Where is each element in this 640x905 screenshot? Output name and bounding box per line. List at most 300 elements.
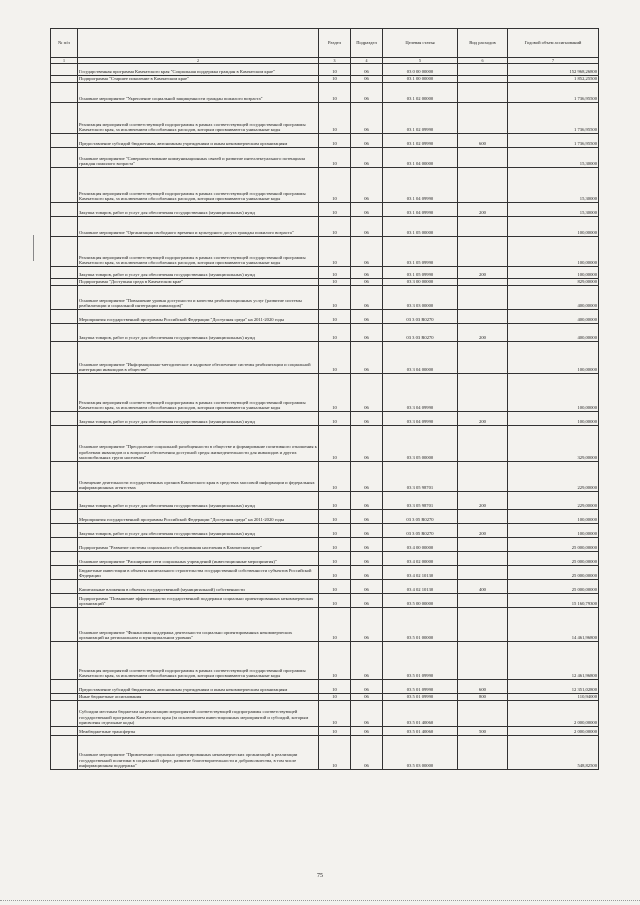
cell-amount: 15,30000 — [508, 148, 599, 168]
cell-name: Основное мероприятие "Привлечение социально ориентированных некоммерческих организаций к реализации государственной политики в социальной сфере, развитие благотворительности и добровольчества, в том числе информационная поддержка" — [78, 736, 319, 770]
cell-num — [51, 694, 78, 701]
cell-amount: 100,00000 — [508, 237, 599, 267]
cell-code: 03 4 00 00000 — [383, 538, 458, 552]
cell-num — [51, 426, 78, 462]
cell-code: 03 3 04 09990 — [383, 374, 458, 412]
cell-vid: 200 — [458, 203, 508, 217]
cell-code: 03 5 01 09990 — [383, 694, 458, 701]
cell-amount: 2 000,00000 — [508, 727, 599, 736]
cell-code: 03 1 04 09990 — [383, 168, 458, 203]
cell-name: Основное мероприятие "Финансовая поддержка деятельности социально ориентированных некоммерческих организаций на региональном и муниципальном уровнях" — [78, 608, 319, 642]
header-tselevaya: Целевая статья — [383, 29, 458, 58]
cell-razdel: 10 — [319, 203, 351, 217]
cell-podrazdel: 06 — [351, 727, 383, 736]
cell-name: Предоставление субсидий бюджетным, автономным учреждениям и иным некоммерческим организациям — [78, 134, 319, 148]
cell-name: Основное мероприятие "Укрепление социальной защищенности граждан пожилого возраста" — [78, 83, 319, 103]
cell-name: Освещение деятельности государственных органов Камчатского края в средствах массовой информации и федеральных информационных агентствах — [78, 462, 319, 492]
cell-num — [51, 566, 78, 580]
cell-amount: 100,00000 — [508, 342, 599, 374]
cell-vid — [458, 342, 508, 374]
table-row — [51, 701, 599, 727]
header-razdel: Раздел — [319, 29, 351, 58]
cell-podrazdel: 06 — [351, 83, 383, 103]
cell-amount: 14 461,96800 — [508, 608, 599, 642]
table-row — [51, 552, 599, 566]
cell-code: 03 1 00 00000 — [383, 76, 458, 83]
cell-vid — [458, 148, 508, 168]
cell-num — [51, 286, 78, 310]
cell-vid — [458, 279, 508, 286]
table-row — [51, 462, 599, 492]
cell-razdel: 10 — [319, 237, 351, 267]
cell-num — [51, 342, 78, 374]
cell-amount: 15,30000 — [508, 168, 599, 203]
cell-num — [51, 462, 78, 492]
cell-amount: 12 351,02800 — [508, 680, 599, 694]
cell-amount: 25 000,00000 — [508, 580, 599, 594]
cell-code: 03 5 03 00000 — [383, 736, 458, 770]
table-row — [51, 608, 599, 642]
header-name — [78, 29, 319, 58]
cell-podrazdel: 06 — [351, 566, 383, 580]
table-row — [51, 168, 599, 203]
cell-num — [51, 524, 78, 538]
cell-razdel: 10 — [319, 267, 351, 279]
cell-razdel: 10 — [319, 412, 351, 426]
table-row — [51, 76, 599, 83]
cell-code: 03 3 03 00000 — [383, 286, 458, 310]
cell-podrazdel: 06 — [351, 168, 383, 203]
cell-amount: 1 852,25500 — [508, 76, 599, 83]
cell-vid — [458, 83, 508, 103]
header-num: № п/п — [51, 29, 78, 58]
cell-num — [51, 538, 78, 552]
cell-num — [51, 594, 78, 608]
cell-name: Закупка товаров, работ и услуг для обеспечения государственных (муниципальных) нужд — [78, 492, 319, 510]
cell-amount: 100,00000 — [508, 412, 599, 426]
cell-num — [51, 76, 78, 83]
cell-razdel: 10 — [319, 134, 351, 148]
cell-amount: 229,00000 — [508, 462, 599, 492]
cell-vid — [458, 310, 508, 324]
table-row — [51, 374, 599, 412]
cell-name: Подпрограмма "Развитие системы социального обслуживания населения в Камчатском крае" — [78, 538, 319, 552]
cell-podrazdel: 06 — [351, 510, 383, 524]
cell-amount: 400,00000 — [508, 286, 599, 310]
cell-vid: 200 — [458, 324, 508, 342]
cell-name: Мероприятия государственной программы Российской Федерации "Доступная среда" на 2011-2020 годы — [78, 310, 319, 324]
cell-amount: 25 000,00000 — [508, 566, 599, 580]
table-row — [51, 267, 599, 279]
cell-vid — [458, 701, 508, 727]
cell-amount: 100,00000 — [508, 510, 599, 524]
cell-razdel: 10 — [319, 217, 351, 237]
margin-mark — [33, 235, 34, 261]
cell-name: Реализация мероприятий соответствующей подпрограммы в рамках соответствующей государственной программы Камчатского края, за исключением обособленных расходов, которым присваиваются уникальные коды — [78, 237, 319, 267]
cell-num — [51, 608, 78, 642]
cell-vid — [458, 76, 508, 83]
cell-code: 03 3 05 R0270 — [383, 524, 458, 538]
cell-amount: 15 160,79300 — [508, 594, 599, 608]
cell-name: Реализация мероприятий соответствующей подпрограммы в рамках соответствующей государственной программы Камчатского края, за исключением обособленных расходов, которым присваиваются уникальные коды — [78, 374, 319, 412]
cell-razdel: 10 — [319, 538, 351, 552]
cell-name: Капитальные вложения в объекты государственной (муниципальной) собственности — [78, 580, 319, 594]
cell-code: 03 3 03 R0270 — [383, 324, 458, 342]
cell-amount: 15,30000 — [508, 203, 599, 217]
cell-vid — [458, 510, 508, 524]
cell-code: 03 3 04 09990 — [383, 412, 458, 426]
cell-amount: 25 000,00000 — [508, 538, 599, 552]
cell-num — [51, 701, 78, 727]
cell-num — [51, 237, 78, 267]
cell-podrazdel: 06 — [351, 701, 383, 727]
column-index: 2 — [78, 58, 319, 64]
cell-amount: 12 461,96800 — [508, 642, 599, 680]
cell-vid — [458, 286, 508, 310]
table-row — [51, 310, 599, 324]
column-index: 7 — [508, 58, 599, 64]
cell-code: 03 4 02 00000 — [383, 552, 458, 566]
cell-name: Подпрограмма "Старшее поколение в Камчатском крае" — [78, 76, 319, 83]
cell-podrazdel: 06 — [351, 580, 383, 594]
cell-razdel: 10 — [319, 492, 351, 510]
cell-podrazdel: 06 — [351, 374, 383, 412]
cell-vid — [458, 552, 508, 566]
cell-amount: 110,94000 — [508, 694, 599, 701]
cell-name: Мероприятия государственной программы Российской Федерации "Доступная среда" на 2011-2020 годы — [78, 510, 319, 524]
column-index: 6 — [458, 58, 508, 64]
table-body — [51, 64, 599, 770]
cell-code: 03 3 05 98701 — [383, 492, 458, 510]
column-index: 3 — [319, 58, 351, 64]
cell-name: Основное мероприятие "Преодоление социальной разобщенности в обществе и формирование позитивного отношения к проблемам инвалидов и к вопросам обеспечения доступной среды жизнедеятельности для инвалидов и других маломобильных групп населения" — [78, 426, 319, 462]
cell-razdel: 10 — [319, 552, 351, 566]
cell-podrazdel: 06 — [351, 608, 383, 642]
cell-name: Закупка товаров, работ и услуг для обеспечения государственных (муниципальных) нужд — [78, 267, 319, 279]
cell-vid: 200 — [458, 492, 508, 510]
cell-num — [51, 324, 78, 342]
table-header-row — [51, 29, 599, 58]
cell-code: 03 1 05 00000 — [383, 217, 458, 237]
cell-razdel: 10 — [319, 566, 351, 580]
cell-num — [51, 412, 78, 426]
cell-name: Реализация мероприятий соответствующей подпрограммы в рамках соответствующей государственной программы Камчатского края, за исключением обособленных расходов, которым присваиваются уникальные коды — [78, 168, 319, 203]
table-row — [51, 279, 599, 286]
cell-podrazdel: 06 — [351, 286, 383, 310]
cell-vid — [458, 64, 508, 76]
cell-code: 03 3 05 R0270 — [383, 510, 458, 524]
table-row — [51, 524, 599, 538]
cell-razdel: 10 — [319, 374, 351, 412]
cell-vid — [458, 538, 508, 552]
cell-code: 03 1 05 09990 — [383, 237, 458, 267]
table-row — [51, 83, 599, 103]
cell-num — [51, 492, 78, 510]
cell-podrazdel: 06 — [351, 552, 383, 566]
cell-razdel: 10 — [319, 64, 351, 76]
cell-code: 03 3 05 98701 — [383, 462, 458, 492]
cell-podrazdel: 06 — [351, 279, 383, 286]
cell-razdel: 10 — [319, 324, 351, 342]
cell-podrazdel: 06 — [351, 267, 383, 279]
table-row — [51, 64, 599, 76]
cell-razdel: 10 — [319, 462, 351, 492]
cell-name: Предоставление субсидий бюджетным, автономным учреждениям и иным некоммерческим организациям — [78, 680, 319, 694]
cell-vid: 200 — [458, 267, 508, 279]
cell-vid: 600 — [458, 134, 508, 148]
cell-amount: 548,82500 — [508, 736, 599, 770]
cell-amount: 152 968,26800 — [508, 64, 599, 76]
cell-vid: 400 — [458, 580, 508, 594]
cell-num — [51, 83, 78, 103]
cell-podrazdel: 06 — [351, 134, 383, 148]
cell-podrazdel: 06 — [351, 492, 383, 510]
table-row — [51, 694, 599, 701]
cell-razdel: 10 — [319, 83, 351, 103]
cell-amount: 100,00000 — [508, 524, 599, 538]
cell-name: Основное мероприятие "Совершенствование коммуникационных связей и развитие интеллектуального потенциала граждан пожилого возраста" — [78, 148, 319, 168]
table-row — [51, 134, 599, 148]
cell-amount: 100,00000 — [508, 374, 599, 412]
cell-num — [51, 727, 78, 736]
cell-name: Подпрограмма "Повышение эффективности государственной поддержки социально ориентированных некоммерческих организаций" — [78, 594, 319, 608]
table-row — [51, 580, 599, 594]
cell-vid: 600 — [458, 680, 508, 694]
cell-name: Субсидии местным бюджетам на реализацию мероприятий соответствующей подпрограммы соответствующей государственной программы Камчатского края (за исключением инвестиционных мероприятий и субсидий, которым присвоены отдельные коды) — [78, 701, 319, 727]
table-row — [51, 642, 599, 680]
table-row — [51, 727, 599, 736]
cell-razdel: 10 — [319, 680, 351, 694]
cell-amount: 400,00000 — [508, 324, 599, 342]
cell-razdel: 10 — [319, 642, 351, 680]
cell-podrazdel: 06 — [351, 217, 383, 237]
cell-podrazdel: 06 — [351, 462, 383, 492]
cell-podrazdel: 06 — [351, 694, 383, 701]
cell-podrazdel: 06 — [351, 237, 383, 267]
budget-table-sheet — [50, 28, 598, 770]
cell-razdel: 10 — [319, 694, 351, 701]
cell-podrazdel: 06 — [351, 76, 383, 83]
cell-name: Бюджетные инвестиции в объекты капитального строительства государственной собственности субъектов Российской Федерации — [78, 566, 319, 580]
table-row — [51, 492, 599, 510]
cell-code: 03 5 01 09990 — [383, 680, 458, 694]
cell-amount: 1 736,95500 — [508, 103, 599, 134]
cell-podrazdel: 06 — [351, 342, 383, 374]
cell-razdel: 10 — [319, 286, 351, 310]
cell-num — [51, 217, 78, 237]
cell-vid — [458, 642, 508, 680]
table-row — [51, 412, 599, 426]
cell-num — [51, 148, 78, 168]
cell-amount: 329,00000 — [508, 426, 599, 462]
cell-name: Реализация мероприятий соответствующей подпрограммы в рамках соответствующей государственной программы Камчатского края, за исключением обособленных расходов, которым присваиваются уникальные коды — [78, 642, 319, 680]
cell-vid — [458, 103, 508, 134]
cell-razdel: 10 — [319, 279, 351, 286]
cell-razdel: 10 — [319, 103, 351, 134]
table-row — [51, 203, 599, 217]
cell-code: 03 3 05 00000 — [383, 426, 458, 462]
cell-razdel: 10 — [319, 736, 351, 770]
cell-amount: 2 000,00000 — [508, 701, 599, 727]
cell-num — [51, 580, 78, 594]
cell-name: Закупка товаров, работ и услуг для обеспечения государственных (муниципальных) нужд — [78, 524, 319, 538]
cell-vid — [458, 168, 508, 203]
cell-name: Закупка товаров, работ и услуг для обеспечения государственных (муниципальных) нужд — [78, 203, 319, 217]
cell-podrazdel: 06 — [351, 103, 383, 134]
cell-code: 03 4 02 10130 — [383, 580, 458, 594]
cell-vid — [458, 426, 508, 462]
cell-razdel: 10 — [319, 76, 351, 83]
cell-vid: 800 — [458, 694, 508, 701]
table-row — [51, 426, 599, 462]
cell-amount: 229,00000 — [508, 492, 599, 510]
cell-podrazdel: 06 — [351, 310, 383, 324]
budget-table — [50, 28, 599, 770]
cell-code: 03 0 00 00000 — [383, 64, 458, 76]
cell-num — [51, 642, 78, 680]
cell-code: 03 1 02 09990 — [383, 134, 458, 148]
cell-code: 03 3 03 R0270 — [383, 310, 458, 324]
cell-podrazdel: 06 — [351, 203, 383, 217]
cell-razdel: 10 — [319, 310, 351, 324]
cell-podrazdel: 06 — [351, 148, 383, 168]
cell-num — [51, 267, 78, 279]
cell-amount: 100,00000 — [508, 267, 599, 279]
cell-amount: 829,00000 — [508, 279, 599, 286]
cell-podrazdel: 06 — [351, 324, 383, 342]
cell-razdel: 10 — [319, 701, 351, 727]
cell-code: 03 3 04 00000 — [383, 342, 458, 374]
header-podrazdel: Подраздел — [351, 29, 383, 58]
cell-podrazdel: 06 — [351, 642, 383, 680]
table-row — [51, 286, 599, 310]
cell-name: Закупка товаров, работ и услуг для обеспечения государственных (муниципальных) нужд — [78, 324, 319, 342]
cell-podrazdel: 06 — [351, 412, 383, 426]
table-row — [51, 680, 599, 694]
cell-name: Государственная программа Камчатского края "Социальная поддержка граждан в Камчатском крае" — [78, 64, 319, 76]
table-row — [51, 324, 599, 342]
cell-amount: 1 736,95500 — [508, 134, 599, 148]
cell-podrazdel: 06 — [351, 680, 383, 694]
cell-code: 03 5 01 09990 — [383, 642, 458, 680]
cell-podrazdel: 06 — [351, 524, 383, 538]
cell-vid — [458, 374, 508, 412]
cell-razdel: 10 — [319, 148, 351, 168]
cell-code: 03 1 05 09990 — [383, 267, 458, 279]
table-row — [51, 510, 599, 524]
table-row — [51, 148, 599, 168]
cell-vid — [458, 237, 508, 267]
cell-vid — [458, 462, 508, 492]
cell-razdel: 10 — [319, 168, 351, 203]
cell-vid: 200 — [458, 412, 508, 426]
column-index: 5 — [383, 58, 458, 64]
cell-razdel: 10 — [319, 510, 351, 524]
column-index: 4 — [351, 58, 383, 64]
cell-vid — [458, 608, 508, 642]
cell-name: Закупка товаров, работ и услуг для обеспечения государственных (муниципальных) нужд — [78, 412, 319, 426]
table-row — [51, 103, 599, 134]
cell-razdel: 10 — [319, 580, 351, 594]
cell-num — [51, 510, 78, 524]
scan-edge — [0, 900, 640, 902]
cell-amount: 1 736,95500 — [508, 83, 599, 103]
cell-podrazdel: 06 — [351, 736, 383, 770]
cell-razdel: 10 — [319, 342, 351, 374]
cell-razdel: 10 — [319, 727, 351, 736]
cell-num — [51, 310, 78, 324]
page-number: 75 — [317, 873, 323, 879]
table-row — [51, 538, 599, 552]
cell-name: Основное мероприятие "Расширение сети социальных учреждений (инвестиционные мероприятия)" — [78, 552, 319, 566]
cell-code: 03 4 02 10130 — [383, 566, 458, 580]
cell-amount: 400,00000 — [508, 310, 599, 324]
cell-name: Подпрограмма "Доступная среда в Камчатском крае" — [78, 279, 319, 286]
cell-vid — [458, 566, 508, 580]
cell-num — [51, 134, 78, 148]
cell-razdel: 10 — [319, 426, 351, 462]
cell-num — [51, 680, 78, 694]
cell-name: Иные бюджетные ассигнования — [78, 694, 319, 701]
cell-name: Межбюджетные трансферты — [78, 727, 319, 736]
cell-vid: 500 — [458, 727, 508, 736]
cell-code: 03 3 00 00000 — [383, 279, 458, 286]
cell-num — [51, 168, 78, 203]
header-vid: Вид расходов — [458, 29, 508, 58]
cell-vid: 200 — [458, 524, 508, 538]
cell-amount: 25 000,00000 — [508, 552, 599, 566]
cell-num — [51, 736, 78, 770]
cell-podrazdel: 06 — [351, 64, 383, 76]
cell-num — [51, 279, 78, 286]
cell-vid — [458, 594, 508, 608]
cell-num — [51, 64, 78, 76]
cell-code: 03 5 01 40060 — [383, 727, 458, 736]
cell-code: 03 5 01 40060 — [383, 701, 458, 727]
cell-code: 03 5 01 00000 — [383, 608, 458, 642]
cell-num — [51, 552, 78, 566]
cell-num — [51, 103, 78, 134]
cell-vid — [458, 736, 508, 770]
header-obem: Годовой объем ассигнований — [508, 29, 599, 58]
cell-podrazdel: 06 — [351, 594, 383, 608]
cell-razdel: 10 — [319, 608, 351, 642]
cell-code: 03 5 00 00000 — [383, 594, 458, 608]
cell-num — [51, 374, 78, 412]
table-row — [51, 594, 599, 608]
cell-razdel: 10 — [319, 594, 351, 608]
cell-code: 03 1 04 09990 — [383, 203, 458, 217]
cell-podrazdel: 06 — [351, 538, 383, 552]
cell-vid — [458, 217, 508, 237]
table-row — [51, 237, 599, 267]
cell-podrazdel: 06 — [351, 426, 383, 462]
cell-code: 03 1 02 00000 — [383, 83, 458, 103]
table-row — [51, 217, 599, 237]
column-index: 1 — [51, 58, 78, 64]
table-row — [51, 566, 599, 580]
cell-name: Реализация мероприятий соответствующей подпрограммы в рамках соответствующей государственной программы Камчатского края, за исключением обособленных расходов, которым присваиваются уникальные коды — [78, 103, 319, 134]
cell-code: 03 1 02 09990 — [383, 103, 458, 134]
table-row — [51, 736, 599, 770]
cell-code: 03 1 04 00000 — [383, 148, 458, 168]
table-row — [51, 342, 599, 374]
cell-amount: 100,00000 — [508, 217, 599, 237]
cell-num — [51, 203, 78, 217]
cell-razdel: 10 — [319, 524, 351, 538]
cell-name: Основное мероприятие "Повышение уровня доступности и качества реабилитационных услуг (развитие системы реабилитации и социальной интеграции инвалидов)" — [78, 286, 319, 310]
cell-name: Основное мероприятие "Информационно-методическое и кадровое обеспечение системы реабилитации и социальной интеграции инвалидов в обществе" — [78, 342, 319, 374]
